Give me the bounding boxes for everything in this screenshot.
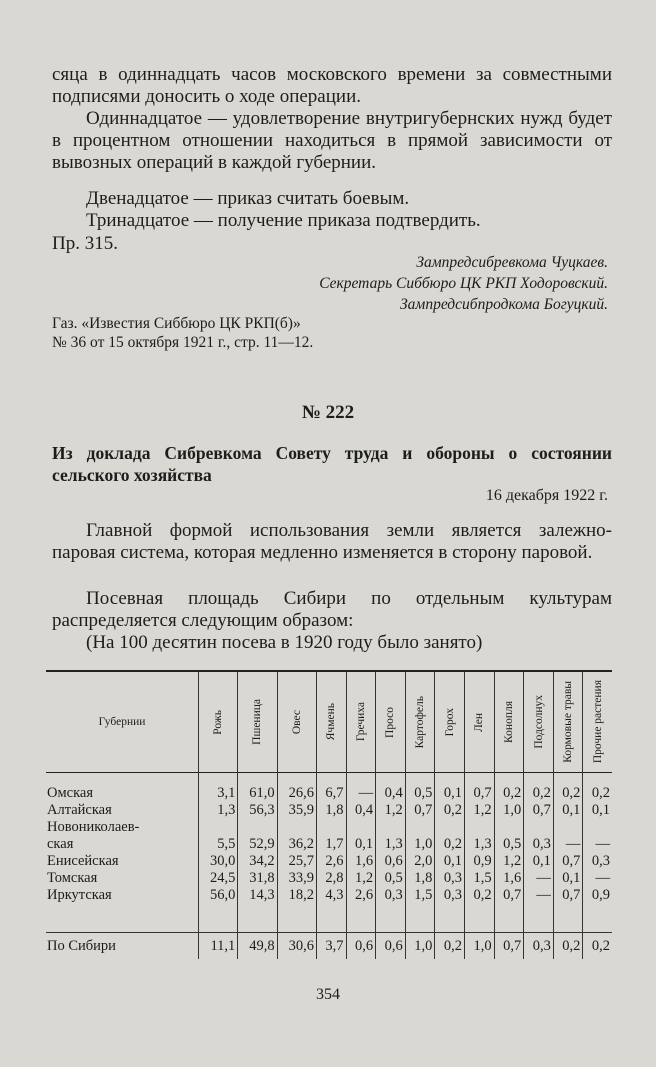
- column-header: Прочие растения: [591, 680, 604, 764]
- table-cell: 1,5: [405, 887, 435, 904]
- table-cell: 30,0: [199, 853, 238, 870]
- table-cell: 0,2: [553, 933, 583, 960]
- table-row: [46, 836, 612, 853]
- table-cell: 0,3: [583, 853, 612, 870]
- row-label: Енисейская: [47, 853, 119, 869]
- table-cell: 24,5: [199, 870, 238, 887]
- table-cell: 2,6: [316, 853, 346, 870]
- header-region: Губернии: [98, 716, 146, 728]
- table-cell: [238, 819, 277, 836]
- table-cell: 1,2: [346, 870, 376, 887]
- signature-line: Зампредсибревкома Чуцкаев.: [416, 254, 608, 271]
- table-cell: 1,3: [199, 802, 238, 819]
- row-label: Алтайская: [47, 802, 112, 818]
- table-cell: [376, 819, 406, 836]
- table-cell: 61,0: [238, 785, 277, 802]
- table-row: [46, 853, 612, 870]
- table-cell: 0,1: [346, 836, 376, 853]
- table-row: [46, 870, 612, 887]
- signature-block: [319, 252, 608, 315]
- signature-line: Зампредсибпродкома Богуцкий.: [400, 296, 608, 313]
- table-cell: 33,9: [277, 870, 316, 887]
- table-cell: —: [583, 870, 612, 887]
- table-cell: —: [524, 887, 554, 904]
- table-cell: 1,0: [494, 802, 524, 819]
- table-cell: [583, 819, 612, 836]
- row-label: Иркутская: [47, 887, 112, 903]
- column-header: Конопля: [502, 701, 515, 743]
- source-line: № 36 от 15 октября 1921 г., стр. 11—12.: [52, 334, 314, 351]
- table-cell: 0,7: [494, 887, 524, 904]
- table-cell: 0,3: [524, 933, 554, 960]
- table-cell: —: [524, 870, 554, 887]
- table-cell: 0,6: [376, 933, 406, 960]
- table-cell: [553, 819, 583, 836]
- row-label: Новониколаев-: [47, 819, 140, 835]
- column-header: Горох: [443, 707, 456, 737]
- body-paragraph: Главной формой использования земли является залежно-паровая система, которая медленно изменяется в сторону паровой.: [52, 520, 612, 563]
- paragraph-continuation: сяца в одиннадцать часов московского времени за совместными подписями доносить о ходе операции.: [52, 64, 612, 107]
- table-cell: 0,7: [553, 887, 583, 904]
- table-cell: 0,7: [494, 933, 524, 960]
- table-cell: 3,7: [316, 933, 346, 960]
- table-cell: 0,3: [376, 887, 406, 904]
- table-cell: 56,3: [238, 802, 277, 819]
- table-cell: 0,9: [464, 853, 494, 870]
- table-cell: 3,1: [199, 785, 238, 802]
- row-label: ская: [47, 836, 74, 852]
- table-cell: 1,8: [316, 802, 346, 819]
- table-cell: 0,6: [346, 933, 376, 960]
- table-cell: 35,9: [277, 802, 316, 819]
- page-number: 354: [316, 986, 340, 1003]
- table-cell: 25,7: [277, 853, 316, 870]
- body-paragraph: (На 100 десятин посева в 1920 году было занято): [86, 632, 483, 653]
- source-line: Газ. «Известия Сиббюро ЦК РКП(б)»: [52, 315, 301, 332]
- table-cell: 1,2: [376, 802, 406, 819]
- table-row: [46, 819, 612, 836]
- table-cell: 36,2: [277, 836, 316, 853]
- column-header: Ячмень: [325, 703, 338, 741]
- row-label: По Сибири: [46, 933, 199, 960]
- table-cell: 5,5: [199, 836, 238, 853]
- table-cell: 2,8: [316, 870, 346, 887]
- table-cell: 6,7: [316, 785, 346, 802]
- table-cell: 18,2: [277, 887, 316, 904]
- table-cell: 0,1: [435, 785, 465, 802]
- order-number: Пр. 315.: [52, 233, 118, 254]
- body-paragraph: Посевная площадь Сибири по отдельным культурам распределяется следующим образом:: [52, 588, 612, 631]
- table-cell: 0,2: [524, 785, 554, 802]
- column-header: Рожь: [212, 709, 225, 735]
- table-cell: 0,2: [553, 785, 583, 802]
- table-cell: 0,2: [435, 933, 465, 960]
- table-cell: 0,1: [583, 802, 612, 819]
- paragraph-twelfth: Двенадцатое — приказ считать боевым.: [86, 188, 410, 209]
- table-cell: —: [583, 836, 612, 853]
- table-cell: 1,8: [405, 870, 435, 887]
- table-cell: 0,2: [435, 836, 465, 853]
- table-cell: 0,9: [583, 887, 612, 904]
- table-cell: 0,2: [464, 887, 494, 904]
- table-cell: 0,2: [494, 785, 524, 802]
- table-cell: 0,1: [553, 802, 583, 819]
- table-cell: 1,3: [464, 836, 494, 853]
- table-cell: 0,6: [376, 853, 406, 870]
- table-cell: 0,7: [405, 802, 435, 819]
- column-header: Пшеница: [251, 699, 264, 745]
- table-cell: 31,8: [238, 870, 277, 887]
- column-header: Гречиха: [354, 702, 367, 742]
- table-cell: 0,2: [583, 933, 612, 960]
- table-cell: 1,3: [376, 836, 406, 853]
- paragraph-thirteenth: Тринадцатое — получение приказа подтвердить.: [86, 210, 481, 231]
- table-total-row: [46, 933, 612, 960]
- table-cell: 4,3: [316, 887, 346, 904]
- table-cell: 1,6: [494, 870, 524, 887]
- table-cell: 1,7: [316, 836, 346, 853]
- table-cell: [277, 819, 316, 836]
- table-cell: 1,2: [464, 802, 494, 819]
- table-cell: 0,7: [524, 802, 554, 819]
- table-cell: [524, 819, 554, 836]
- document-number: № 222: [301, 402, 355, 423]
- table-cell: 0,1: [435, 853, 465, 870]
- table-cell: 1,0: [405, 933, 435, 960]
- row-label: Омская: [47, 785, 94, 801]
- column-header: Овес: [290, 709, 303, 735]
- column-header: Кормовые травы: [562, 681, 575, 763]
- source-citation: [52, 314, 313, 352]
- table-cell: [316, 819, 346, 836]
- table-cell: 0,7: [553, 853, 583, 870]
- table-cell: 52,9: [238, 836, 277, 853]
- table-cell: 0,4: [346, 802, 376, 819]
- table-cell: —: [346, 785, 376, 802]
- crop-area-table: [46, 670, 612, 959]
- table-cell: 56,0: [199, 887, 238, 904]
- table-cell: 0,3: [435, 870, 465, 887]
- column-header: Просо: [384, 706, 397, 738]
- document-date: 16 декабря 1922 г.: [485, 487, 608, 504]
- table-cell: 0,2: [435, 802, 465, 819]
- table-cell: 0,3: [435, 887, 465, 904]
- table-cell: 0,1: [524, 853, 554, 870]
- table-row: [46, 785, 612, 802]
- table-cell: 0,5: [494, 836, 524, 853]
- table-cell: 0,5: [376, 870, 406, 887]
- table-cell: 0,2: [583, 785, 612, 802]
- table-cell: [435, 819, 465, 836]
- table-cell: 2,0: [405, 853, 435, 870]
- table-cell: [405, 819, 435, 836]
- table-cell: 1,0: [464, 933, 494, 960]
- column-header: Подсолнух: [532, 695, 545, 749]
- table-cell: 1,0: [405, 836, 435, 853]
- table-cell: 11,1: [199, 933, 238, 960]
- table-cell: [464, 819, 494, 836]
- table-cell: 26,6: [277, 785, 316, 802]
- signature-line: Секретарь Сиббюро ЦК РКП Ходоровский.: [319, 275, 608, 292]
- table-cell: 1,5: [464, 870, 494, 887]
- table-row: [46, 802, 612, 819]
- table-cell: [199, 819, 238, 836]
- table-cell: 0,5: [405, 785, 435, 802]
- table-cell: 0,3: [524, 836, 554, 853]
- table-cell: 1,6: [346, 853, 376, 870]
- table-cell: 34,2: [238, 853, 277, 870]
- table-cell: 0,1: [553, 870, 583, 887]
- column-header: Лен: [473, 712, 486, 732]
- document-title: Из доклада Сибревкома Совету труда и обороны о состоянии сельского хозяйства: [52, 443, 612, 485]
- table-cell: 2,6: [346, 887, 376, 904]
- table-cell: [346, 819, 376, 836]
- table-cell: —: [553, 836, 583, 853]
- row-label: Томская: [47, 870, 98, 886]
- table-cell: 0,4: [376, 785, 406, 802]
- paragraph-eleventh: Одиннадцатое — удовлетворение внутригубернских нужд будет в процентном отношении находиться в прямой зависимости от вывозных операций в каждой губернии.: [52, 108, 612, 173]
- table-cell: 1,2: [494, 853, 524, 870]
- column-header: Картофель: [414, 695, 427, 749]
- table-header-row: [46, 671, 612, 773]
- table-cell: 30,6: [277, 933, 316, 960]
- table-cell: 0,7: [464, 785, 494, 802]
- table-cell: 14,3: [238, 887, 277, 904]
- table-row: [46, 887, 612, 904]
- table-cell: [494, 819, 524, 836]
- table-cell: 49,8: [238, 933, 277, 960]
